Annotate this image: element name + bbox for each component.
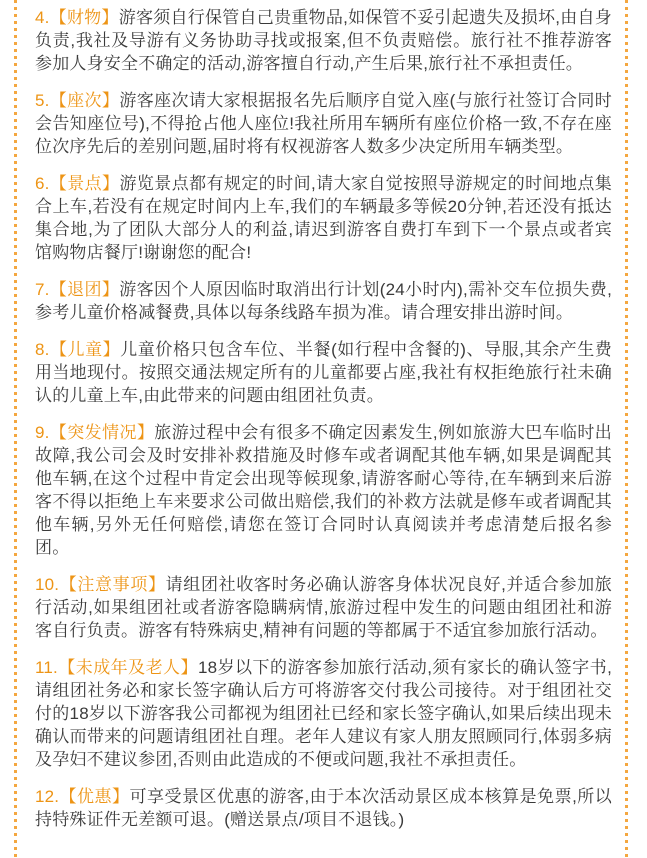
item-heading xyxy=(35,658,198,677)
item-number: 4. xyxy=(35,8,50,27)
terms-item-7 xyxy=(35,278,612,324)
item-heading xyxy=(35,575,166,594)
item-tag: 【注意事项】 xyxy=(59,575,166,594)
item-heading xyxy=(35,174,119,193)
right-dotted-border xyxy=(625,0,628,858)
left-dotted-border xyxy=(14,0,17,858)
item-body: 可享受景区优惠的游客,由于本次活动景区成本核算是免票,所以持特殊证件无差额可退。(赠送景点/项目不退钱。) xyxy=(35,787,612,829)
terms-item-6 xyxy=(35,172,612,264)
item-heading xyxy=(35,280,119,299)
item-body: 游客须自行保管自己贵重物品,如保管不妥引起遗失及损坏,由自身负责,我社及导游有义务协助寻找或报案,但不负责赔偿。旅行社不推荐游客参加人身安全不确定的活动,游客擅自行动,产生后果,旅行社不承担责任。 xyxy=(35,8,612,73)
item-heading xyxy=(35,91,119,110)
item-tag: 【儿童】 xyxy=(49,340,121,359)
item-body: 游览景点都有规定的时间,请大家自觉按照导游规定的时间地点集合上车,若没有在规定时间内上车,我们的车辆最多等候20分钟,若还没有抵达集合地,为了团队大部分人的利益,请迟到游客自费打车到下一个景点或者宾馆购物店餐厅!谢谢您的配合! xyxy=(35,174,612,262)
item-tag: 【未成年及老人】 xyxy=(57,658,198,677)
item-body: 游客因个人原因临时取消出行计划(24小时内),需补交车位损失费,参考儿童价格减餐费,具体以每条线路车损为准。请合理安排出游时间。 xyxy=(35,280,612,322)
item-tag: 【财物】 xyxy=(49,8,119,27)
item-number: 11. xyxy=(35,658,58,677)
terms-item-10 xyxy=(35,573,612,642)
item-body: 请组团社收客时务必确认游客身体状况良好,并适合参加旅行活动,如果组团社或者游客隐瞒病情,旅游过程中发生的问题由组团社和游客自行负责。游客有特殊病史,精神有问题的等都属于不适宜参加旅行活动。 xyxy=(35,575,612,640)
terms-item-9 xyxy=(35,421,612,559)
terms-item-5 xyxy=(35,89,612,158)
item-heading xyxy=(35,8,119,27)
item-number: 5. xyxy=(35,91,50,110)
item-number: 12. xyxy=(35,787,60,806)
terms-item-12 xyxy=(35,785,612,831)
terms-item-4 xyxy=(35,6,612,75)
item-body: 旅游过程中会有很多不确定因素发生,例如旅游大巴车临时出故障,我公司会及时安排补救措施及时修车或者调配其他车辆,如果是调配其他车辆,在这个过程中肯定会出现等候现象,请游客耐心等待,在车辆到来后游客不得以拒绝上车来要求公司做出赔偿,我们的补救方法就是修车或者调配其他车辆,另外无任何赔偿,请您在签订合同时认真阅读并考虑清楚后报名参团。 xyxy=(35,423,613,557)
item-number: 7. xyxy=(35,280,50,299)
item-number: 9. xyxy=(35,423,50,442)
terms-item-11 xyxy=(35,656,612,771)
item-tag: 【优惠】 xyxy=(59,787,130,806)
terms-content xyxy=(35,6,612,845)
item-tag: 【座次】 xyxy=(49,91,120,110)
item-tag: 【景点】 xyxy=(49,174,120,193)
terms-item-8 xyxy=(35,338,612,407)
item-tag: 【退团】 xyxy=(49,280,120,299)
item-number: 10. xyxy=(35,575,60,594)
item-heading xyxy=(35,423,154,442)
item-heading xyxy=(35,340,120,359)
item-number: 8. xyxy=(35,340,50,359)
item-body: 游客座次请大家根据报名先后顺序自觉入座(与旅行社签订合同时会告知座位号),不得抢占他人座位!我社所用车辆所有座位价格一致,不存在座位次序先后的差别问题,届时将有权视游客人数多少决定所用车辆类型。 xyxy=(35,91,612,156)
item-body: 儿童价格只包含车位、半餐(如行程中含餐的)、导服,其余产生费用当地现付。按照交通法规定所有的儿童都要占座,我社有权拒绝旅行社未确认的儿童上车,由此带来的问题由组团社负责。 xyxy=(35,340,612,405)
item-heading xyxy=(35,787,130,806)
item-tag: 【突发情况】 xyxy=(49,423,155,442)
item-number: 6. xyxy=(35,174,50,193)
item-body: 18岁以下的游客参加旅行活动,须有家长的确认签字书,请组团社务必和家长签字确认后方可将游客交付我公司接待。对于组团社交付的18岁以下游客我公司都视为组团社已经和家长签字确认,如果后续出现未确认而带来的问题请组团社自理。老年人建议有家人朋友照顾同行,体弱多病及孕妇不建议参团,否则由此造成的不便或问题,我社不承担责任。 xyxy=(35,658,612,769)
